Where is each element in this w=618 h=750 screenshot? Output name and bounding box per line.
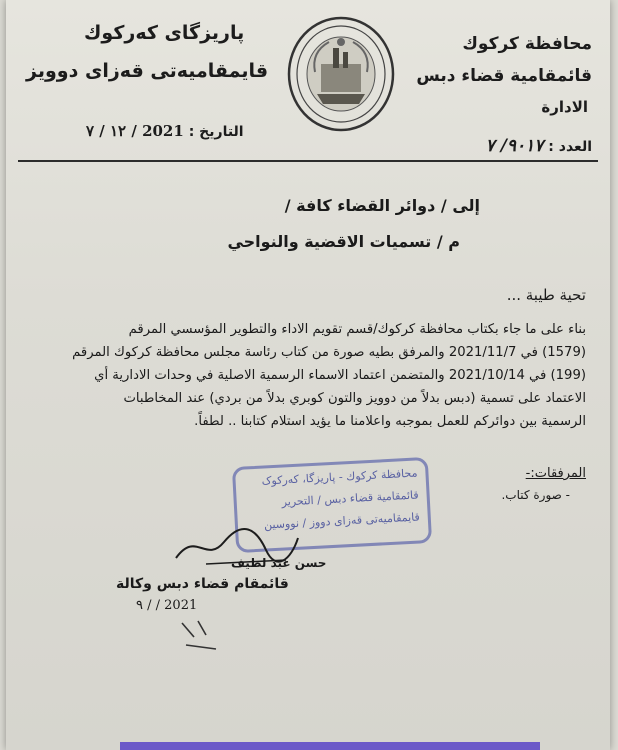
kurdish-district: قايمقامیەتی قەزای دوویز [26, 60, 269, 82]
date-label: التاريخ : [188, 124, 244, 140]
letter-paper [6, 0, 610, 750]
handwritten-mark [176, 615, 236, 655]
body-line-2: (1579) في 2021/11/7 والمرفق بطيه صورة من كتاب رئاسة مجلس محافظة كركوك المرقم [72, 345, 586, 360]
number-label: العدد : [548, 139, 592, 155]
arabic-governorate: محافظة كركوك [462, 34, 592, 54]
arabic-district: قائمقامية قضاء دبس [416, 66, 592, 86]
body-line-3: (199) في 2021/10/14 والمتضمن اعتماد الاسماء الرسمية الاصلية في وحدات الادارية أي [94, 368, 586, 383]
body-line-5: الرسمية بين دوائركم للعمل بموجبه واعلامنا ما يؤيد استلام كتابنا .. لطفاً. [194, 414, 586, 429]
stamp-line-1: محافظة كركوك - پاريزگا، کەرکوک [261, 466, 418, 488]
stamp-line-2: قائمقامية قضاء دبس / التحرير [281, 488, 419, 509]
bottom-color-strip [120, 742, 540, 750]
kurdish-governorate: پاريزگاى كەركوك [84, 22, 245, 44]
signatory-name: حسن عبد لطيف [231, 556, 327, 570]
body-line-1: بناء على ما جاء بكتاب محافظة كركوك/قسم تقويم الاداء والتطوير المؤسسي المرقم [128, 322, 586, 337]
arabic-department: الادارة [541, 98, 588, 116]
kirkuk-emblem [281, 12, 401, 142]
signatory-title: قائمقام قضاء دبس وكالة [116, 576, 289, 592]
subject-line: م / تسميات الاقضية والنواحي [227, 232, 460, 251]
reference-number [486, 136, 592, 156]
body-line-4: الاعتماد على تسمية (دبس بدلاً من دوويز والتون كوبري بدلاً من بردي) عند المخاطبات [123, 391, 586, 406]
stamp-line-3: قايمقاميەتى قەزای دووز / نووسين [263, 510, 421, 532]
greeting: تحية طيبة ... [506, 286, 586, 304]
attachments-label: المرفقات:- [525, 466, 586, 481]
date-value: 2021 / ١٢ / ٧ [86, 122, 184, 140]
signature-date: 2021 / / ٩ [136, 598, 198, 613]
attachment-item: - صورة كتاب. [501, 488, 570, 502]
number-value: ٩٠١٧/ ٧ [485, 136, 544, 156]
recipient-line: إلى / دوائر القضاء كافة / [284, 196, 480, 215]
letter-date [86, 122, 244, 140]
header-separator [18, 160, 598, 162]
